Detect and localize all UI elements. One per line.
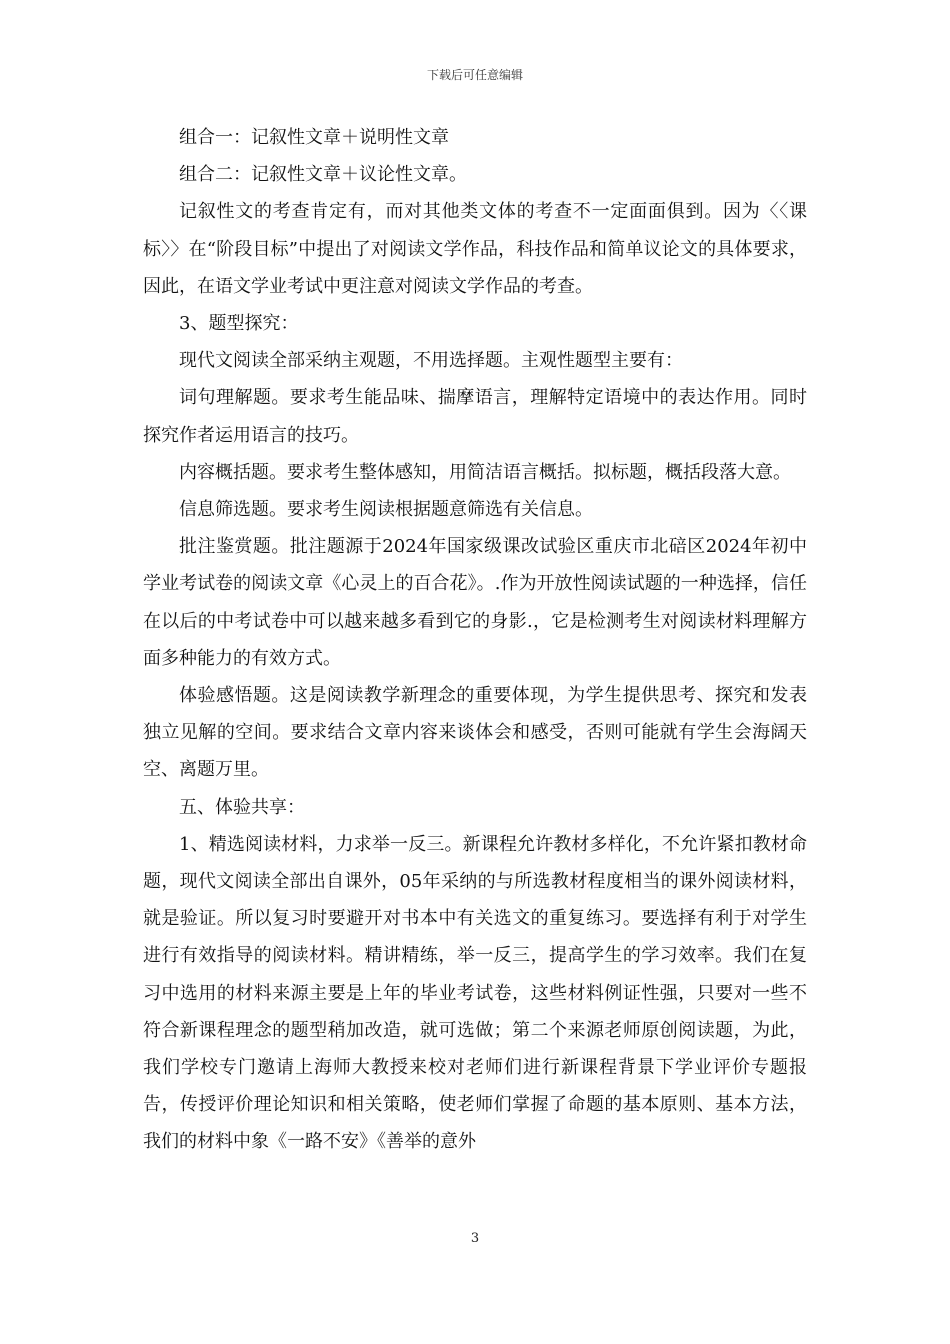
document-body bbox=[143, 119, 807, 1161]
paragraph-information-screening: 信息筛选题。要求考生阅读根据题意筛选有关信息。 bbox=[179, 499, 593, 521]
paragraph-select-reading-materials: 1、精选阅读材料，力求举一反三。新课程允许教材多样化，不允许紧扣教材命题，现代文阅读全部出自课外，05年采纳的与所选教材程度相当的课外阅读材料，就是验证。所以复习时要避开对书本中有关选文的重复练习。要选择有利于对学生进行有效指导的阅读材料。精讲精练，举一反三，提高学生的学习效率。我们在复习中选用的材料来源主要是上年的毕业考试卷，这些材料例证性强，只要对一些不符合新课程理念的题型稍加改造，就可选做；第二个来源老师原创阅读题，为此，我们学校专门邀请上海师大教授来校对老师们进行新课程背景下学业评价专题报告，传授评价理论知识和相关策略，使老师们掌握了命题的基本原则、基本方法，我们的材料中象《一路不安》《善举的意外 bbox=[143, 833, 807, 1153]
paragraph-combination-two: 组合二：记叙性文章＋议论性文章。 bbox=[179, 164, 467, 186]
paragraph-subjective-questions: 现代文阅读全部采纳主观题，不用选择题。主观性题型主要有： bbox=[179, 350, 683, 372]
paragraph-annotation-appreciation: 批注鉴赏题。批注题源于2024年国家级课改试验区重庆市北碚区2024年初中学业考试卷的阅读文章《心灵上的百合花》。.作为开放性阅读试题的一种选择，信任在以后的中考试卷中可以越来越多看到它的身影.，它是检测考生对阅读材料理解方面多种能力的有效方式。 bbox=[143, 536, 807, 669]
page-number: 3 bbox=[470, 1231, 480, 1246]
paragraph-narrative-assessment: 记叙性文的考查肯定有，而对其他类文体的考查不一定面面俱到。因为〈〈课标〉〉在“阶段目标”中提出了对阅读文学作品，科技作品和简单议论文的具体要求，因此，在语文学业考试中更注意对阅读文学作品的考查。 bbox=[143, 201, 807, 297]
paragraph-experience-insight: 体验感悟题。这是阅读教学新理念的重要体现，为学生提供思考、探究和发表独立见解的空间。要求结合文章内容来谈体会和感受，否则可能就有学生会海阔天空、离题万里。 bbox=[143, 685, 807, 781]
paragraph-combination-one: 组合一：记叙性文章＋说明性文章 bbox=[179, 127, 449, 148]
section-heading-question-types: 3、题型探究： bbox=[179, 313, 299, 335]
page-header-note: 下载后可任意编辑 bbox=[426, 68, 523, 82]
section-heading-experience-sharing: 五、体验共享： bbox=[179, 796, 305, 818]
paragraph-content-summary: 内容概括题。要求考生整体感知，用简洁语言概括。拟标题，概括段落大意。 bbox=[179, 461, 791, 483]
paragraph-word-understanding: 词句理解题。要求考生能品味、揣摩语言，理解特定语境中的表达作用。同时探究作者运用语言的技巧。 bbox=[143, 387, 807, 446]
